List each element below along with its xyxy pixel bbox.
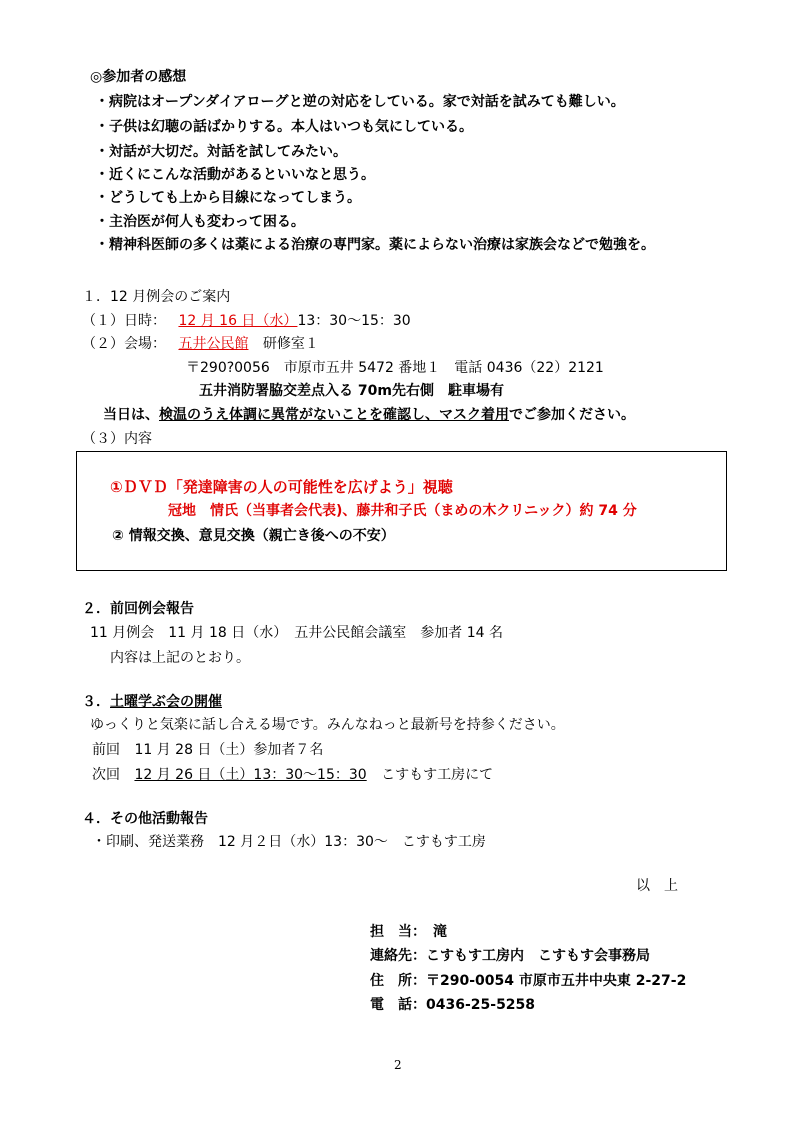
notice-emphasis: 検温のうえ体調に異常がないことを確認し、マスク着用 bbox=[159, 407, 509, 423]
prev-text: 11 月 28 日（土）参加者７名 bbox=[134, 742, 324, 758]
venue-room: 研修室１ bbox=[262, 336, 319, 352]
notice-line bbox=[103, 406, 635, 424]
impression-item: ・どうしても上から目線になってしまう。 bbox=[95, 190, 361, 206]
impression-item: ・病院はオープンダイアローグと逆の対応をしている。家で対話を試みても難しい。 bbox=[95, 94, 625, 110]
section4-heading: ４．その他活動報告 bbox=[82, 811, 208, 827]
venue-label: （２）会場： bbox=[82, 336, 166, 352]
content-item-2: ② 情報交換、意見交換（親亡き後への不安） bbox=[112, 528, 395, 544]
venue-directions: 五井消防署脇交差点入る 70m先右側 駐車場有 bbox=[199, 383, 504, 399]
date-label: （１）日時： bbox=[82, 313, 166, 329]
time-value: 13：30～15：30 bbox=[297, 313, 411, 329]
section2-line1: 11 月例会 11 月 18 日（水） 五井公民館会議室 参加者 14 名 bbox=[90, 625, 503, 641]
content-item-1-detail: 冠地 情氏（当事者会代表)、藤井和子氏（まめの木クリニック）約 74 分 bbox=[168, 503, 637, 519]
venue-line bbox=[82, 335, 319, 353]
impression-item: ・対話が大切だ。対話を試してみたい。 bbox=[95, 144, 347, 160]
section3-heading-title: 土曜学ぶ会の開催 bbox=[110, 694, 222, 710]
impressions-heading: ◎参加者の感想 bbox=[90, 69, 187, 85]
page-number: 2 bbox=[394, 1058, 402, 1072]
content-label: （３）内容 bbox=[82, 431, 152, 447]
impression-item: ・主治医が何人も変わって困る。 bbox=[95, 214, 305, 230]
impression-item: ・近くにこんな活動があるといいなと思う。 bbox=[95, 167, 375, 183]
next-date: 12 月 26 日（土）13：30～15：30 bbox=[134, 767, 367, 783]
next-label: 次回 bbox=[92, 767, 120, 783]
contact-office: 連絡先：こすもす工房内 こすもす会事務局 bbox=[370, 948, 650, 964]
section2-heading: ２．前回例会報告 bbox=[82, 601, 194, 617]
next-meeting bbox=[92, 766, 493, 784]
next-place: こすもす工房にて bbox=[381, 767, 494, 783]
date-value: 12 月 16 日（水） bbox=[178, 313, 298, 329]
section1-heading: １．12 月例会のご案内 bbox=[82, 289, 231, 305]
closing: 以 上 bbox=[636, 878, 678, 894]
venue-name: 五井公民館 bbox=[178, 336, 249, 352]
impression-item: ・子供は幻聴の話ばかりする。本人はいつも気にしている。 bbox=[95, 119, 473, 135]
content-item-1: ①ＤＶＤ「発達障害の人の可能性を広げよう」視聴 bbox=[110, 478, 453, 496]
prev-meeting bbox=[92, 741, 323, 759]
notice-suffix: でご参加ください。 bbox=[509, 407, 635, 423]
section4-line1: ・印刷、発送業務 12 月２日（水）13：30～ こすもす工房 bbox=[92, 834, 486, 850]
contact-phone: 電 話：0436-25-5258 bbox=[370, 997, 536, 1013]
notice-prefix: 当日は、 bbox=[103, 407, 159, 423]
contact-person: 担 当： 滝 bbox=[370, 924, 447, 940]
section3-heading bbox=[82, 693, 222, 711]
venue-address: 〒290?0056 市原市五井 5472 番地１ 電話 0436（22）2121 bbox=[186, 360, 604, 376]
section3-heading-num: ３． bbox=[82, 694, 110, 710]
impression-item: ・精神科医師の多くは薬による治療の専門家。薬によらない治療は家族会などで勉強を。 bbox=[95, 237, 655, 253]
prev-label: 前回 bbox=[92, 742, 120, 758]
contact-address: 住 所：〒290-0054 市原市五井中央東 2-27-2 bbox=[370, 973, 687, 989]
section2-line2: 内容は上記のとおり。 bbox=[110, 650, 250, 666]
section3-intro: ゆっくりと気楽に話し合える場です。みんなねっと最新号を持参ください。 bbox=[90, 717, 565, 733]
date-line bbox=[82, 312, 411, 330]
